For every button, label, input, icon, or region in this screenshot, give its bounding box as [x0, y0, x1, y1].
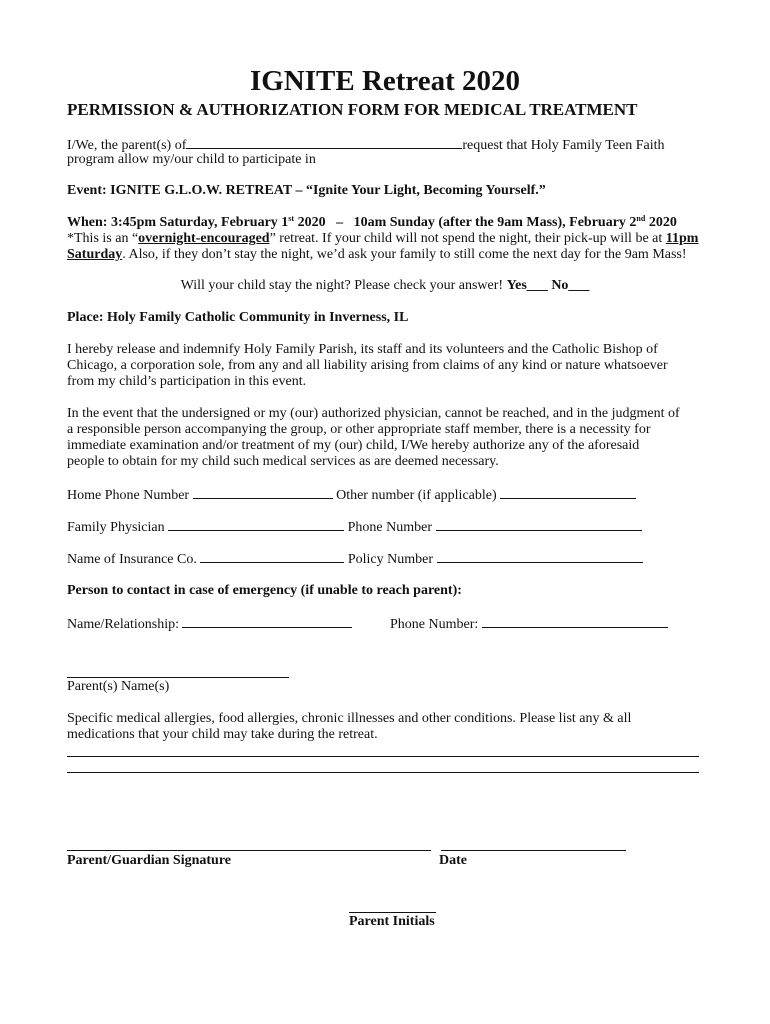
intro-line-1-pre: I/We, the parent(s) of	[67, 138, 187, 153]
when-sup-a: st	[288, 214, 295, 223]
auth-line-2: a responsible person accompanying the group, or other appropriate staff member, there is a necessity for	[67, 422, 651, 437]
when-line	[67, 215, 677, 231]
parent-names-field[interactable]	[67, 677, 289, 678]
physician-phone-field[interactable]	[436, 518, 642, 531]
policy-field[interactable]	[437, 550, 643, 563]
release-line-1: I hereby release and indemnify Holy Family Parish, its staff and its volunteers and the Catholic Bishop of	[67, 342, 658, 357]
note-line-2	[67, 247, 687, 263]
phone-row	[67, 486, 636, 504]
when-sup-b: nd	[636, 214, 646, 223]
physician-field[interactable]	[168, 518, 344, 531]
emergency-heading: Person to contact in case of emergency (if unable to reach parent):	[67, 583, 462, 598]
emergency-phone-field[interactable]	[482, 615, 668, 628]
other-number-field[interactable]	[500, 486, 636, 499]
auth-line-4: people to obtain for my child such medical services as are deemed necessary.	[67, 454, 499, 469]
emergency-name-row	[67, 615, 352, 633]
release-line-2: Chicago, a corporation sole, from any and all liability arising from claims of any kind or nature whatsoever	[67, 358, 668, 373]
note-line-1	[67, 231, 698, 247]
child-name-field[interactable]	[186, 136, 462, 149]
note-pre: *This is an “	[67, 231, 139, 246]
signature-label: Parent/Guardian Signature	[67, 853, 232, 868]
intro-line-2: program allow my/our child to participate in	[67, 152, 316, 167]
policy-label: Policy Number	[347, 552, 433, 567]
insurance-row	[67, 550, 643, 568]
stay-yes-checkbox[interactable]: Yes___	[506, 278, 548, 293]
auth-line-3: immediate examination and/or treatment of my (our) child, I/We hereby authorize any of the aforesaid	[67, 438, 640, 453]
insurance-label: Name of Insurance Co.	[67, 552, 197, 567]
form-title: IGNITE Retreat 2020	[249, 65, 521, 97]
intro-line-1-post: request that Holy Family Teen Faith	[462, 138, 665, 153]
event-line: Event: IGNITE G.L.O.W. RETREAT – “Ignite Your Light, Becoming Yourself.”	[67, 183, 546, 198]
initials-field[interactable]	[349, 912, 436, 913]
insurance-field[interactable]	[200, 550, 344, 563]
initials-label: Parent Initials	[349, 914, 435, 929]
note-time: 11pm	[665, 231, 699, 246]
allergies-line-1: Specific medical allergies, food allergies, chronic illnesses and other conditions. Please list any & all	[67, 711, 632, 726]
note-post: . Also, if they don’t stay the night, we’d ask your family to still come the next day for the 9am Mass!	[122, 247, 687, 262]
release-line-3: from my child’s participation in this event.	[67, 374, 307, 389]
when-part-a: When: 3:45pm Saturday, February 1	[67, 215, 289, 230]
note-mid: ” retreat. If your child will not spend the night, their pick-up will be at	[269, 231, 666, 246]
emergency-phone-label: Phone Number:	[390, 617, 479, 632]
stay-question-line	[0, 278, 770, 294]
note-day: Saturday	[67, 247, 123, 262]
home-phone-field[interactable]	[193, 486, 333, 499]
allergies-field-1[interactable]	[67, 756, 699, 757]
date-field[interactable]	[441, 850, 626, 851]
emergency-name-field[interactable]	[182, 615, 352, 628]
place-line: Place: Holy Family Catholic Community in Inverness, IL	[67, 310, 409, 325]
note-overnight: overnight-encouraged	[138, 231, 270, 246]
physician-row	[67, 518, 642, 536]
physician-label: Family Physician	[67, 520, 165, 535]
form-subtitle: PERMISSION & AUTHORIZATION FORM FOR MEDICAL TREATMENT	[67, 100, 638, 119]
stay-no-checkbox[interactable]: No___	[551, 278, 590, 293]
allergies-field-2[interactable]	[67, 772, 699, 773]
physician-phone-label: Phone Number	[347, 520, 433, 535]
emergency-name-label: Name/Relationship:	[67, 617, 179, 632]
date-label: Date	[439, 853, 467, 868]
when-part-c: 2020	[645, 215, 677, 230]
stay-question: Will your child stay the night? Please check your answer!	[180, 278, 507, 293]
allergies-line-2: medications that your child may take during the retreat.	[67, 727, 378, 742]
auth-line-1: In the event that the undersigned or my (our) authorized physician, cannot be reached, and in the judgment of	[67, 406, 680, 421]
emergency-phone-row	[390, 615, 668, 633]
home-phone-label: Home Phone Number	[67, 488, 190, 503]
signature-field[interactable]	[67, 850, 431, 851]
when-part-b: 2020 – 10am Sunday (after the 9am Mass), February 2	[294, 215, 637, 230]
other-number-label: Other number (if applicable)	[336, 488, 497, 503]
parent-names-label: Parent(s) Name(s)	[67, 679, 170, 694]
